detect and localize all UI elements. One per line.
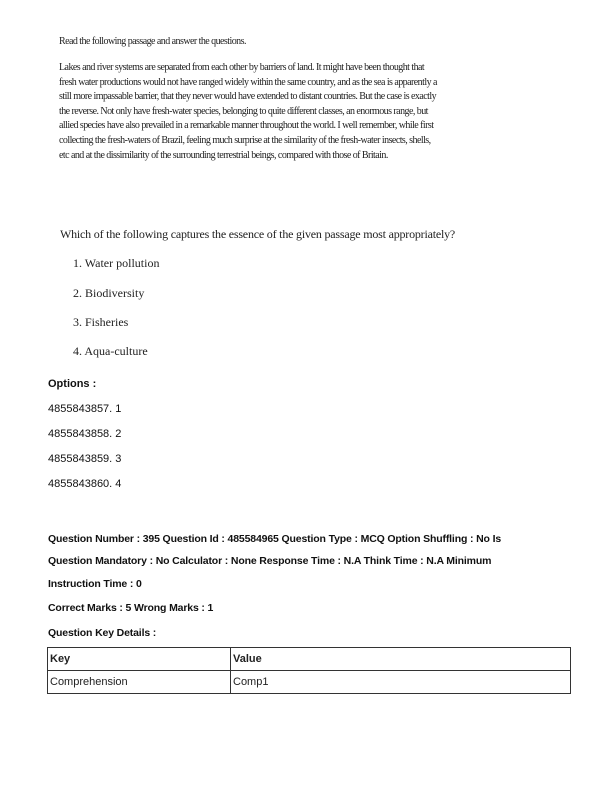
passage-line: collecting the fresh-waters of Brazil, feeling much surprise at the similarity of the fresh-water insects, shells, [59, 134, 431, 146]
passage-line: allied species have also prevailed in a remarkable manner throughout the world. I well remember, while first [59, 120, 434, 132]
cell-key: Comprehension [48, 671, 231, 694]
table-row [48, 671, 571, 694]
option-item: 4855843859. 3 [48, 453, 122, 465]
option-item: 4855843860. 4 [48, 478, 122, 490]
choice-2: 2. Biodiversity [73, 286, 145, 300]
passage-instruction: Read the following passage and answer the questions. [59, 36, 246, 47]
key-details-label: Question Key Details : [48, 627, 157, 639]
cell-value: Comp1 [231, 671, 571, 694]
question-meta-line2: Question Mandatory : No Calculator : None Response Time : N.A Think Time : N.A Minimum [48, 555, 492, 567]
passage-line: fresh water productions would not have ranged widely within the same country, and as the sea is apparently a [59, 76, 437, 88]
key-table [47, 647, 571, 694]
question-text: Which of the following captures the essence of the given passage most appropriately? [60, 227, 456, 241]
passage-line: still more impassable barrier, that they never would have extended to distant countries. But the case is exactly [59, 91, 437, 103]
passage-body [59, 61, 559, 163]
header-key: Key [48, 648, 231, 671]
choice-4: 4. Aqua-culture [73, 344, 148, 358]
question-meta-line1: Question Number : 395 Question Id : 485584965 Question Type : MCQ Option Shuffling : No Is [48, 533, 502, 545]
marks: Correct Marks : 5 Wrong Marks : 1 [48, 602, 214, 614]
option-item: 4855843858. 2 [48, 428, 122, 440]
passage-line: the reverse. Not only have fresh-water species, belonging to quite different classes, an enormous range, but [59, 105, 428, 117]
passage-line: Lakes and river systems are separated from each other by barriers of land. It might have been thought that [59, 62, 425, 73]
question-meta-line3: Instruction Time : 0 [48, 578, 142, 590]
header-value: Value [231, 648, 571, 671]
options-label: Options : [48, 378, 97, 390]
passage [59, 35, 559, 50]
table-header-row [48, 648, 571, 671]
choice-3: 3. Fisheries [73, 315, 129, 329]
option-item: 4855843857. 1 [48, 403, 122, 415]
choice-1: 1. Water pollution [73, 256, 160, 270]
passage-line: etc and at the dissimilarity of the surrounding terrestrial beings, compared with those of Britain. [59, 149, 388, 161]
